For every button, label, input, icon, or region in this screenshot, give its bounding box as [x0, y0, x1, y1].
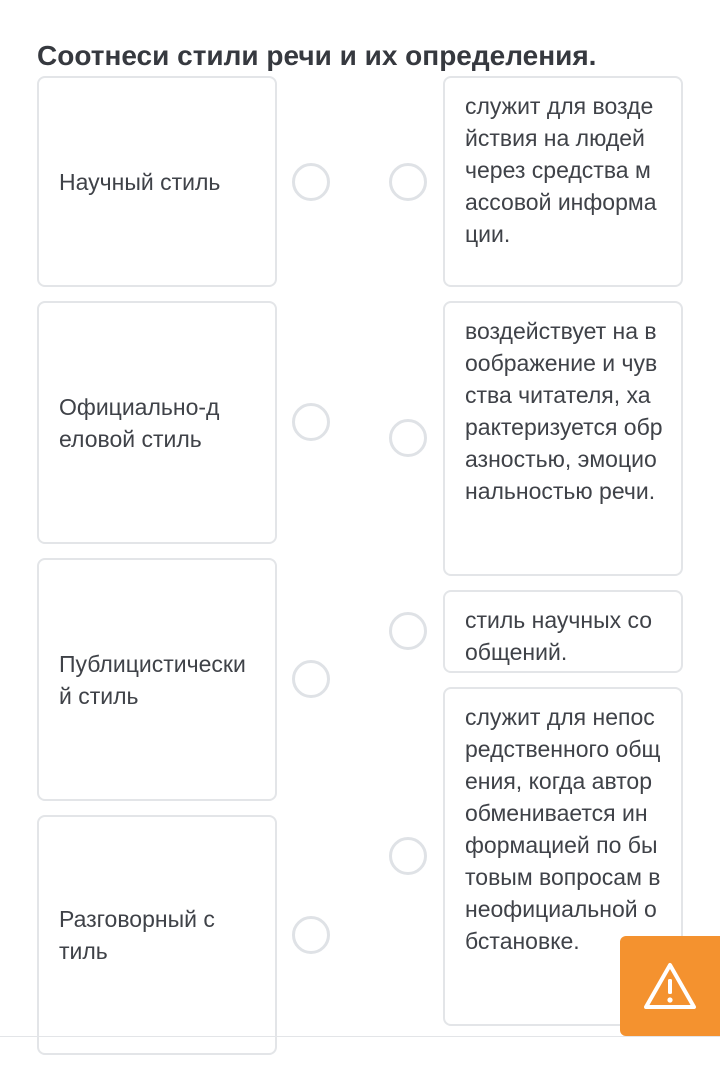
left-item-official[interactable] [37, 301, 277, 544]
right-item-definition[interactable] [443, 590, 683, 673]
right-connector-circle[interactable] [389, 837, 427, 875]
right-connector-circle[interactable] [389, 163, 427, 201]
left-item-label: Официально-деловой стиль [59, 393, 220, 452]
right-connector-circle[interactable] [389, 419, 427, 457]
left-connector-circle[interactable] [292, 163, 330, 201]
left-item-label: Публицистический стиль [59, 650, 246, 709]
report-problem-button[interactable] [620, 936, 720, 1036]
right-item-text: воздействует на воображение и чувства читателя, характеризуется образностью, эмоциональностью речи. [465, 318, 663, 504]
left-item-label: Разговорный стиль [59, 906, 215, 964]
bottom-divider [0, 1036, 720, 1037]
left-item-journalistic[interactable] [37, 558, 277, 801]
page-title: Соотнеси стили речи и их определения. [37, 40, 597, 71]
right-item-text: стиль научных сообщений. [465, 607, 653, 665]
left-item-label: Научный стиль [59, 168, 221, 195]
left-connector-circle[interactable] [292, 916, 330, 954]
right-item-text: служит для воздействия на людей через средства массовой информации. [465, 93, 657, 247]
right-item-text: служит для непосредственного общения, когда автор обменивается информацией по бытовым вопросам в неофициальной обстановке. [465, 704, 661, 954]
right-connector-circle[interactable] [389, 612, 427, 650]
left-connector-circle[interactable] [292, 403, 330, 441]
right-item-definition[interactable] [443, 301, 683, 576]
right-item-definition[interactable] [443, 76, 683, 287]
left-item-scientific[interactable] [37, 76, 277, 287]
left-connector-circle[interactable] [292, 660, 330, 698]
left-item-colloquial[interactable] [37, 815, 277, 1055]
warning-triangle-icon [643, 962, 697, 1010]
